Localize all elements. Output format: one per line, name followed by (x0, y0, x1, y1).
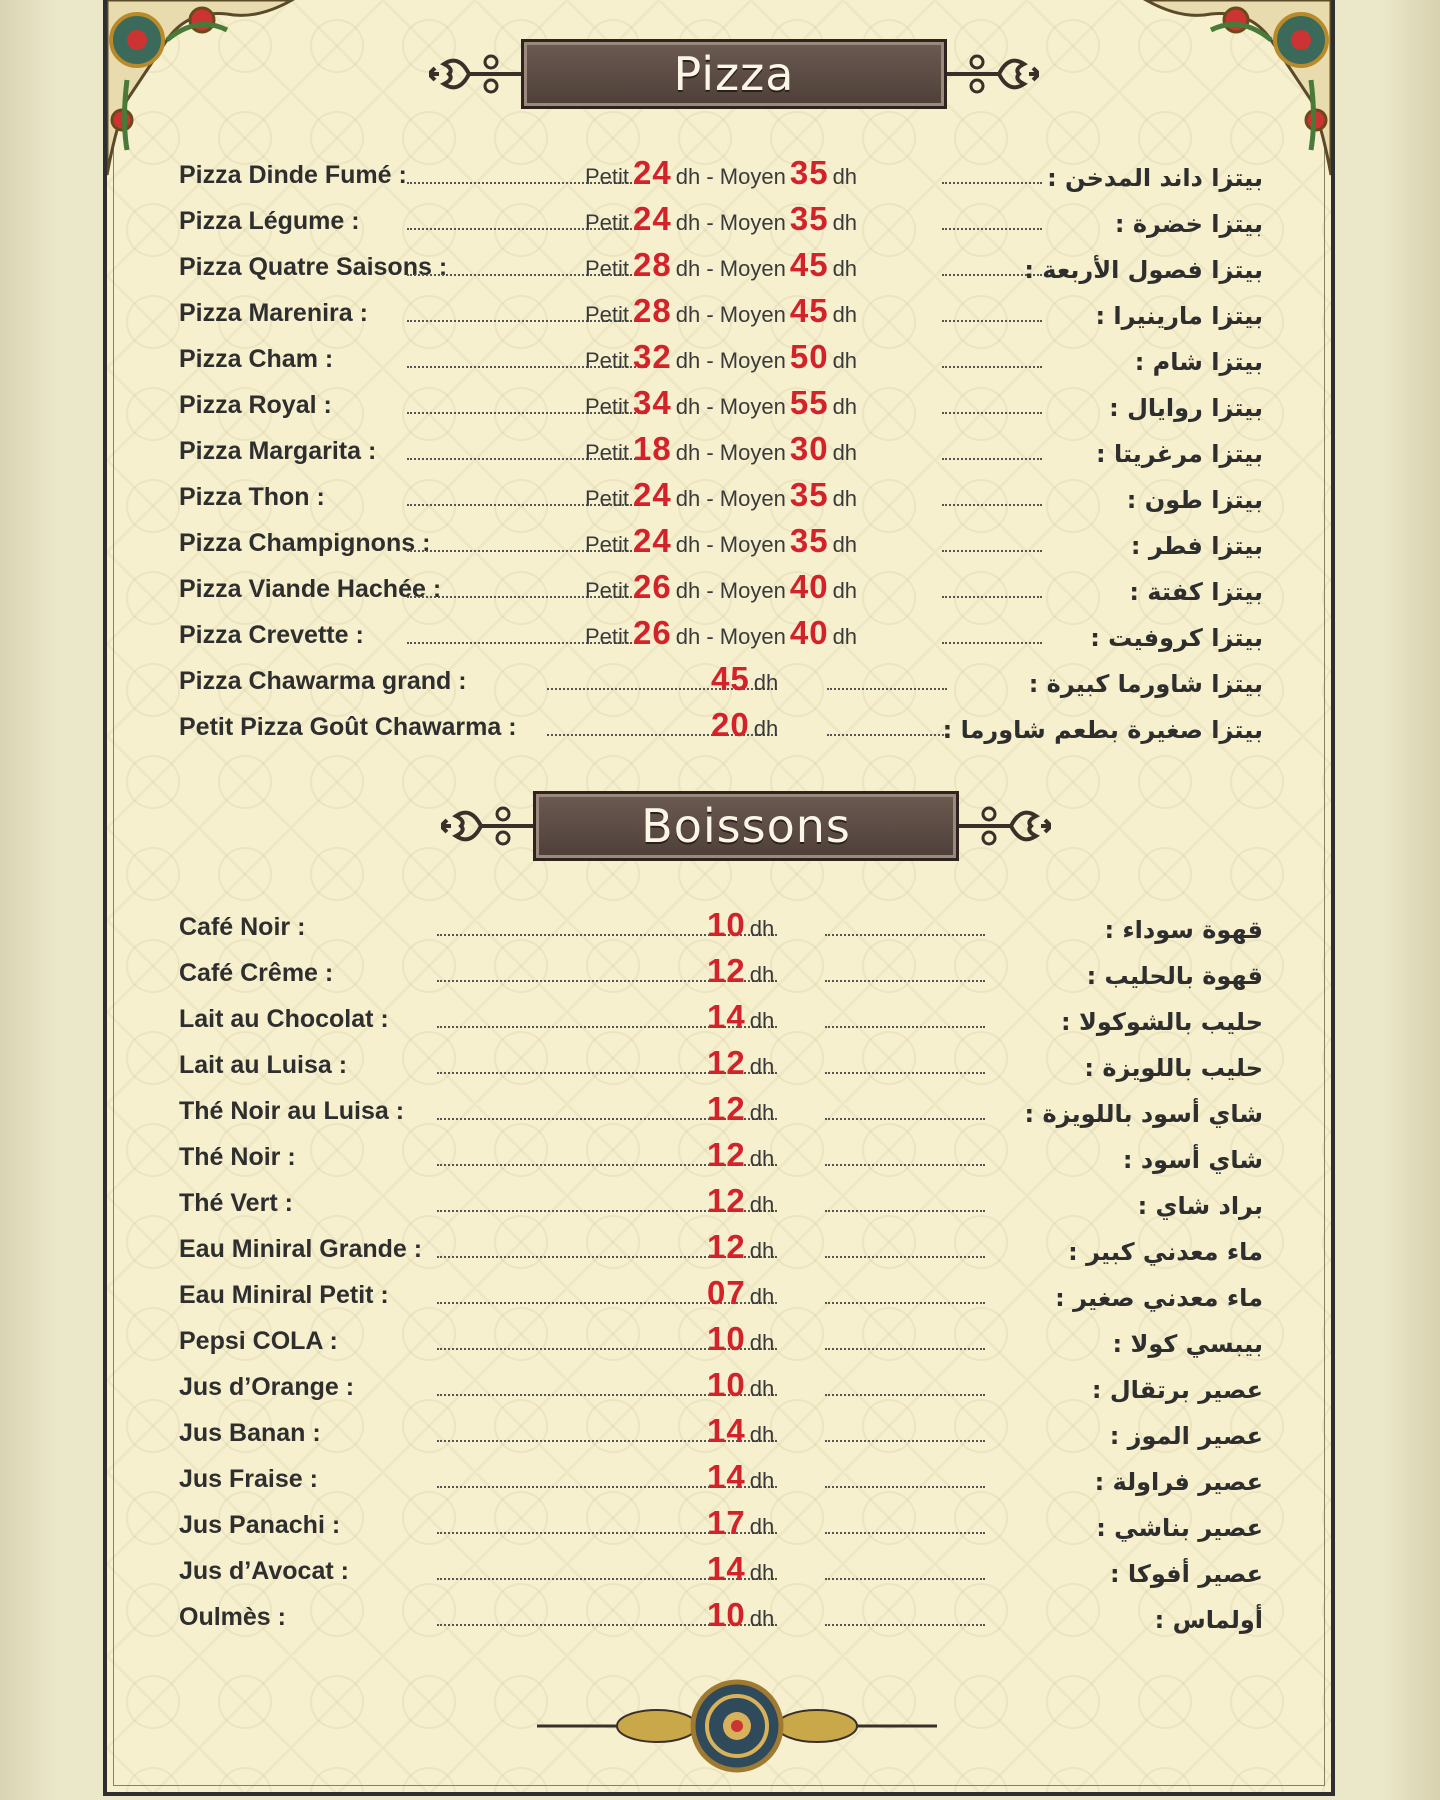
menu-row (107, 1596, 1331, 1640)
item-name-fr: Jus d’Avocat : (179, 1557, 349, 1585)
menu-row (107, 706, 1331, 750)
dot-leader (825, 1486, 985, 1488)
price-unit: dh (749, 1008, 775, 1033)
item-name-ar: بيتزا شاورما كبيرة : (1028, 670, 1263, 698)
item-name-fr: Pepsi COLA : (179, 1327, 338, 1355)
price-unit: dh (753, 670, 779, 695)
moyen-label: Moyen (719, 532, 786, 557)
item-name-ar: بيتزا روايال : (1109, 394, 1263, 422)
moyen-label: Moyen (719, 164, 786, 189)
item-price (585, 200, 857, 238)
price-unit: dh (749, 1514, 775, 1539)
price-unit: dh (832, 164, 858, 189)
menu-page (103, 0, 1335, 1796)
price-separator: - (700, 210, 720, 235)
item-name-fr: Pizza Cham : (179, 345, 334, 373)
dot-leader (825, 1026, 985, 1028)
menu-row (107, 1044, 1331, 1088)
item-name-ar: بيتزا مرغريتا : (1095, 440, 1263, 468)
price-separator: - (700, 164, 720, 189)
flourish-left-icon (441, 796, 533, 856)
dot-leader (825, 1210, 985, 1212)
drink-price: 07 (707, 1274, 746, 1311)
item-name-ar: بيتزا شام : (1134, 348, 1263, 376)
price-unit: dh (749, 1560, 775, 1585)
moyen-price: 45 (789, 246, 829, 283)
moyen-price: 35 (789, 522, 829, 559)
flourish-right-icon (959, 796, 1051, 856)
flourish-left-icon (429, 44, 521, 104)
dot-leader (825, 1394, 985, 1396)
item-name-ar: ماء معدني صغير : (1055, 1284, 1263, 1312)
item-name-ar: شاي أسود باللويزة : (1024, 1100, 1263, 1128)
price-unit: dh (832, 624, 858, 649)
item-name-ar: عصير فراولة : (1094, 1468, 1263, 1496)
price-separator: - (700, 302, 720, 327)
price-unit: dh (832, 394, 858, 419)
item-name-ar: قهوة سوداء : (1104, 916, 1263, 944)
item-name-ar: عصير بناشي : (1096, 1514, 1263, 1542)
dot-leader (825, 1118, 985, 1120)
dot-leader (942, 320, 1042, 322)
item-name-fr: Pizza Quatre Saisons : (179, 253, 448, 281)
item-name-ar: بيتزا كروفيت : (1090, 624, 1263, 652)
item-name-fr: Jus Fraise : (179, 1465, 318, 1493)
price-unit: dh (749, 1238, 775, 1263)
drink-price: 12 (707, 1228, 746, 1265)
price-unit: dh (749, 916, 775, 941)
moyen-price: 40 (789, 568, 829, 605)
dot-leader (942, 228, 1042, 230)
drink-price: 14 (707, 1550, 746, 1587)
dot-leader (825, 980, 985, 982)
item-name-ar: قهوة بالحليب : (1086, 962, 1263, 990)
price-unit: dh (675, 164, 701, 189)
drink-price: 17 (707, 1504, 746, 1541)
item-name-ar: بيتزا فصول الأربعة : (1024, 256, 1263, 284)
item-price (703, 1044, 774, 1082)
price-unit: dh (749, 1146, 775, 1171)
price-separator: - (700, 624, 720, 649)
price-unit: dh (832, 210, 858, 235)
drink-price: 14 (707, 998, 746, 1035)
price-separator: - (700, 578, 720, 603)
petit-price: 28 (633, 246, 672, 283)
item-name-ar: عصير أفوكا : (1109, 1560, 1263, 1588)
price-unit: dh (675, 394, 701, 419)
item-price (585, 384, 857, 422)
item-name-fr: Pizza Thon : (179, 483, 325, 511)
menu-row (107, 1320, 1331, 1364)
item-price (585, 154, 857, 192)
item-name-fr: Jus Panachi : (179, 1511, 341, 1539)
drink-price: 12 (707, 1090, 746, 1127)
menu-row (107, 430, 1331, 474)
item-name-fr: Café Noir : (179, 913, 306, 941)
item-name-ar: بيبسي كولا : (1112, 1330, 1263, 1358)
dot-leader (942, 182, 1042, 184)
price-separator: - (700, 394, 720, 419)
price-separator: - (700, 440, 720, 465)
menu-row (107, 660, 1331, 704)
petit-label: Petit (585, 348, 630, 373)
item-price (703, 1228, 774, 1266)
item-name-fr: Pizza Marenira : (179, 299, 368, 327)
price-unit: dh (749, 1054, 775, 1079)
item-name-ar: بيتزا خضرة : (1114, 210, 1263, 238)
dot-leader (827, 688, 947, 690)
price-unit: dh (675, 440, 701, 465)
petit-price: 24 (633, 476, 672, 513)
menu-row (107, 1182, 1331, 1226)
item-price (707, 660, 778, 698)
item-price (585, 522, 857, 560)
menu-row (107, 1504, 1331, 1548)
dot-leader (825, 1256, 985, 1258)
item-name-fr: Thé Noir : (179, 1143, 296, 1171)
petit-price: 34 (633, 384, 672, 421)
item-name-ar: بيتزا صغيرة بطعم شاورما : (942, 716, 1263, 744)
price-unit: dh (749, 1330, 775, 1355)
boissons-banner (441, 786, 1051, 866)
flourish-right-icon (947, 44, 1039, 104)
petit-label: Petit (585, 578, 630, 603)
price-unit: dh (675, 302, 701, 327)
item-name-ar: حليب بالشوكولا : (1061, 1008, 1263, 1036)
drink-price: 12 (707, 952, 746, 989)
moyen-price: 35 (789, 476, 829, 513)
item-name-ar: بيتزا فطر : (1130, 532, 1263, 560)
petit-price: 26 (633, 568, 672, 605)
medallion-ornament-icon (537, 1676, 937, 1776)
price-unit: dh (832, 486, 858, 511)
item-price (703, 1550, 774, 1588)
dot-leader (825, 1302, 985, 1304)
price-unit: dh (749, 1606, 775, 1631)
item-name-fr: Thé Noir au Luisa : (179, 1097, 405, 1125)
item-price (703, 1504, 774, 1542)
item-name-fr: Eau Miniral Grande : (179, 1235, 423, 1263)
item-price (703, 1596, 774, 1634)
menu-row (107, 1090, 1331, 1134)
petit-price: 26 (633, 614, 672, 651)
drink-price: 14 (707, 1458, 746, 1495)
dot-leader (942, 504, 1042, 506)
moyen-label: Moyen (719, 394, 786, 419)
menu-row (107, 614, 1331, 658)
item-name-ar: ماء معدني كبير : (1068, 1238, 1263, 1266)
item-price (703, 1366, 774, 1404)
item-price (585, 338, 857, 376)
price-unit: dh (675, 348, 701, 373)
item-price (703, 952, 774, 990)
price-unit: dh (832, 532, 858, 557)
item-name-fr: Thé Vert : (179, 1189, 293, 1217)
price-unit: dh (749, 1100, 775, 1125)
dot-leader (942, 642, 1042, 644)
petit-price: 18 (633, 430, 672, 467)
petit-price: 24 (633, 154, 672, 191)
item-name-fr: Pizza Légume : (179, 207, 360, 235)
menu-row (107, 952, 1331, 996)
moyen-label: Moyen (719, 486, 786, 511)
moyen-label: Moyen (719, 256, 786, 281)
petit-label: Petit (585, 624, 630, 649)
moyen-price: 45 (789, 292, 829, 329)
moyen-price: 55 (789, 384, 829, 421)
petit-price: 28 (633, 292, 672, 329)
price-unit: dh (749, 962, 775, 987)
price-unit: dh (675, 486, 701, 511)
price-unit: dh (675, 210, 701, 235)
menu-row (107, 568, 1331, 612)
dot-leader (942, 412, 1042, 414)
item-price (703, 1458, 774, 1496)
item-price (585, 246, 857, 284)
dot-leader (825, 1164, 985, 1166)
item-name-ar: عصير برتقال : (1091, 1376, 1263, 1404)
dot-leader (942, 366, 1042, 368)
petit-label: Petit (585, 486, 630, 511)
item-price (585, 614, 857, 652)
item-name-fr: Eau Miniral Petit : (179, 1281, 389, 1309)
petit-price: 24 (633, 200, 672, 237)
single-price: 20 (711, 706, 750, 743)
dot-leader (825, 1624, 985, 1626)
item-name-ar: عصير الموز : (1109, 1422, 1263, 1450)
petit-label: Petit (585, 394, 630, 419)
price-unit: dh (832, 256, 858, 281)
menu-row (107, 1458, 1331, 1502)
item-name-fr: Pizza Royal : (179, 391, 332, 419)
petit-price: 24 (633, 522, 672, 559)
menu-row (107, 1550, 1331, 1594)
petit-label: Petit (585, 210, 630, 235)
pizza-section-title: Pizza (521, 39, 947, 109)
price-unit: dh (675, 624, 701, 649)
price-unit: dh (749, 1376, 775, 1401)
item-price (703, 1182, 774, 1220)
price-unit: dh (832, 440, 858, 465)
drink-price: 10 (707, 1596, 746, 1633)
drink-price: 14 (707, 1412, 746, 1449)
moyen-label: Moyen (719, 302, 786, 327)
menu-row (107, 522, 1331, 566)
dot-leader (825, 1578, 985, 1580)
moyen-label: Moyen (719, 440, 786, 465)
price-unit: dh (832, 348, 858, 373)
item-name-fr: Pizza Dinde Fumé : (179, 161, 407, 189)
item-price (703, 1412, 774, 1450)
moyen-price: 40 (789, 614, 829, 651)
dot-leader (825, 934, 985, 936)
dot-leader (942, 458, 1042, 460)
price-separator: - (700, 348, 720, 373)
drink-price: 12 (707, 1136, 746, 1173)
item-name-fr: Café Crême : (179, 959, 334, 987)
menu-row (107, 1136, 1331, 1180)
price-unit: dh (832, 302, 858, 327)
drink-price: 10 (707, 1366, 746, 1403)
menu-row (107, 384, 1331, 428)
menu-row (107, 1228, 1331, 1272)
item-name-fr: Oulmès : (179, 1603, 286, 1631)
menu-row (107, 246, 1331, 290)
item-name-fr: Pizza Champignons : (179, 529, 431, 557)
moyen-label: Moyen (719, 624, 786, 649)
menu-row (107, 1274, 1331, 1318)
item-name-ar: بيتزا كفتة : (1129, 578, 1263, 606)
price-unit: dh (749, 1284, 775, 1309)
petit-label: Petit (585, 532, 630, 557)
petit-label: Petit (585, 440, 630, 465)
menu-row (107, 338, 1331, 382)
item-name-fr: Jus Banan : (179, 1419, 321, 1447)
price-separator: - (700, 532, 720, 557)
price-separator: - (700, 486, 720, 511)
item-price (707, 706, 778, 744)
item-name-fr: Pizza Crevette : (179, 621, 364, 649)
item-name-ar: براد شاي : (1137, 1192, 1263, 1220)
item-name-fr: Pizza Viande Hachée : (179, 575, 442, 603)
moyen-price: 35 (789, 154, 829, 191)
item-price (585, 476, 857, 514)
drink-price: 10 (707, 1320, 746, 1357)
drink-price: 12 (707, 1182, 746, 1219)
moyen-price: 50 (789, 338, 829, 375)
item-price (585, 430, 857, 468)
dot-leader (942, 550, 1042, 552)
item-name-ar: بيتزا طون : (1126, 486, 1263, 514)
price-separator: - (700, 256, 720, 281)
boissons-section-title: Boissons (533, 791, 959, 861)
item-name-fr: Pizza Margarita : (179, 437, 377, 465)
drink-price: 12 (707, 1044, 746, 1081)
dot-leader (825, 1348, 985, 1350)
item-price (703, 1090, 774, 1128)
item-name-ar: بيتزا مارينيرا : (1095, 302, 1263, 330)
moyen-label: Moyen (719, 210, 786, 235)
item-name-fr: Petit Pizza Goût Chawarma : (179, 713, 517, 741)
single-price: 45 (711, 660, 750, 697)
item-name-fr: Lait au Luisa : (179, 1051, 348, 1079)
price-unit: dh (675, 532, 701, 557)
menu-row (107, 998, 1331, 1042)
menu-row (107, 292, 1331, 336)
dot-leader (827, 734, 947, 736)
price-unit: dh (832, 578, 858, 603)
menu-row (107, 154, 1331, 198)
item-price (703, 998, 774, 1036)
price-unit: dh (675, 256, 701, 281)
item-name-ar: بيتزا داند المدخن : (1047, 164, 1263, 192)
dot-leader (825, 1532, 985, 1534)
item-price (703, 1136, 774, 1174)
item-name-ar: شاي أسود : (1122, 1146, 1263, 1174)
drink-price: 10 (707, 906, 746, 943)
moyen-label: Moyen (719, 578, 786, 603)
pizza-banner (429, 34, 1039, 114)
petit-price: 32 (633, 338, 672, 375)
menu-row (107, 476, 1331, 520)
item-price (703, 1320, 774, 1358)
price-unit: dh (749, 1192, 775, 1217)
price-unit: dh (749, 1468, 775, 1493)
item-price (703, 1274, 774, 1312)
item-name-ar: أولماس : (1154, 1606, 1263, 1634)
item-price (585, 292, 857, 330)
petit-label: Petit (585, 256, 630, 281)
menu-row (107, 1412, 1331, 1456)
price-unit: dh (749, 1422, 775, 1447)
menu-row (107, 200, 1331, 244)
item-name-fr: Jus d’Orange : (179, 1373, 355, 1401)
item-name-ar: حليب باللويزة : (1084, 1054, 1263, 1082)
menu-row (107, 906, 1331, 950)
menu-row (107, 1366, 1331, 1410)
dot-leader (942, 596, 1042, 598)
price-unit: dh (753, 716, 779, 741)
dot-leader (825, 1440, 985, 1442)
dot-leader (825, 1072, 985, 1074)
item-name-fr: Lait au Chocolat : (179, 1005, 389, 1033)
moyen-price: 35 (789, 200, 829, 237)
item-price (703, 906, 774, 944)
item-price (585, 568, 857, 606)
moyen-price: 30 (789, 430, 829, 467)
item-name-fr: Pizza Chawarma grand : (179, 667, 467, 695)
price-unit: dh (675, 578, 701, 603)
moyen-label: Moyen (719, 348, 786, 373)
petit-label: Petit (585, 164, 630, 189)
petit-label: Petit (585, 302, 630, 327)
